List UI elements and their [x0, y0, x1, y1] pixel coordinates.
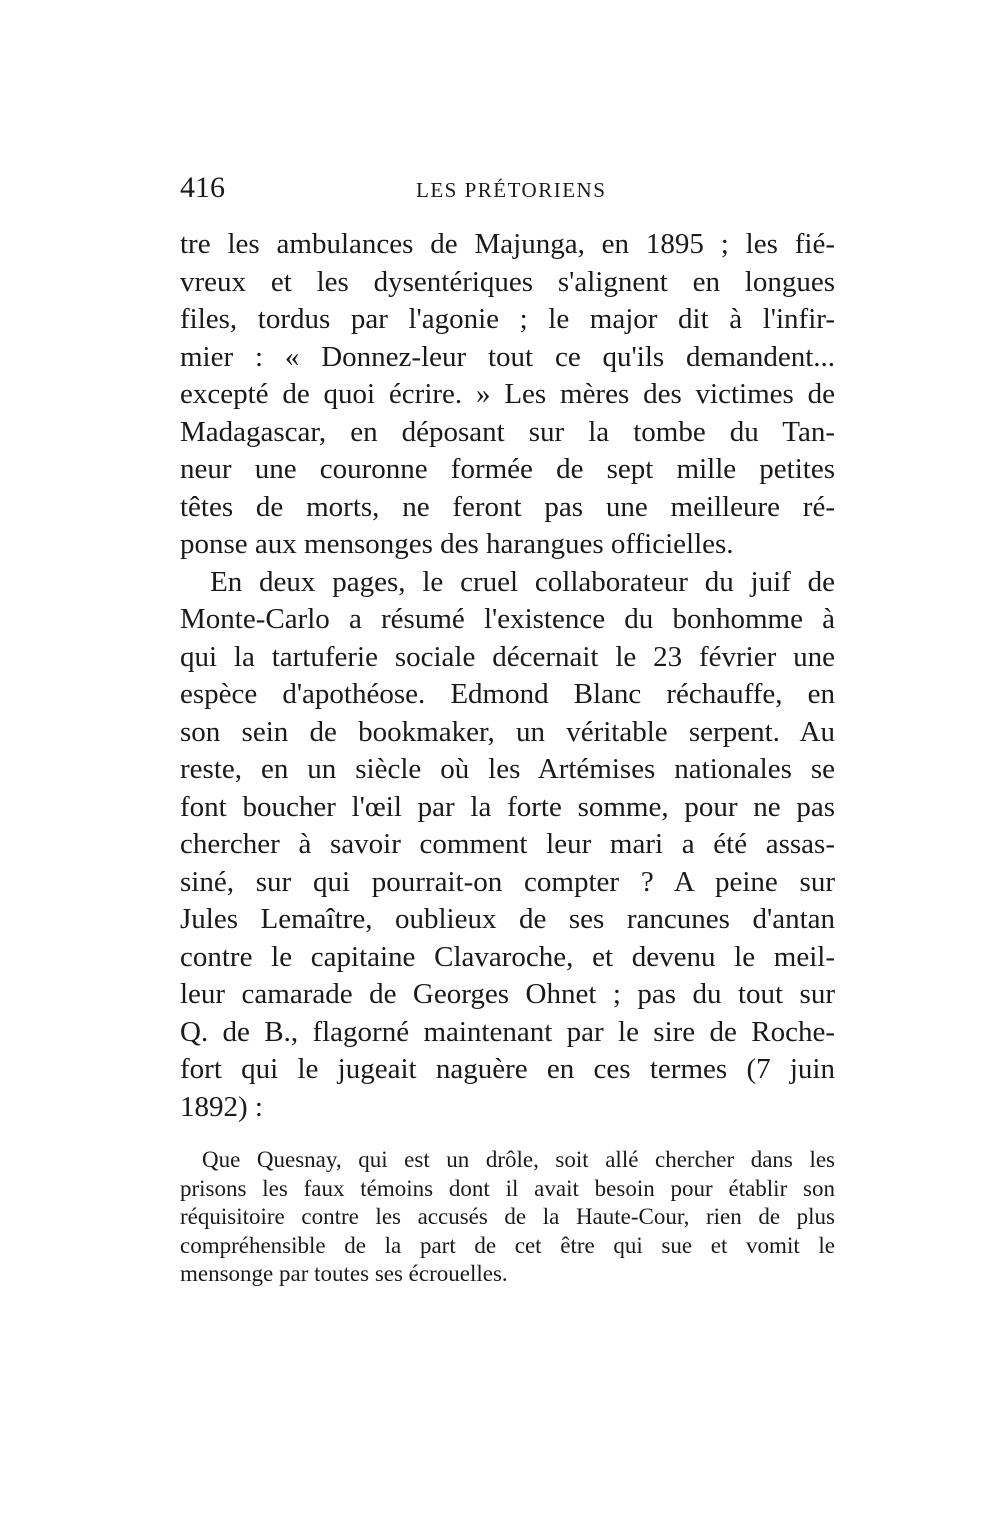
body-text — [180, 226, 835, 1126]
text-line: 1892) : — [180, 1090, 263, 1123]
text-line: excepté de quoi écrire. » Les mères des victimes de — [180, 378, 835, 410]
text-line: font boucher l'œil par la forte somme, pour ne pas — [180, 790, 835, 823]
text-line: fort qui le jugeait naguère en ces termes (7 juin — [180, 1053, 835, 1085]
text-line: Q. de B., flagorné maintenant par le sire de Roche- — [180, 1015, 835, 1048]
text-line: espèce d'apothéose. Edmond Blanc réchauffe, en — [180, 678, 835, 710]
quote-line: compréhensible de la part de cet être qui sue et vomit le — [180, 1232, 835, 1258]
page-header — [180, 168, 835, 208]
text-line: chercher à savoir comment leur mari a été assas- — [180, 828, 835, 860]
text-line: siné, sur qui pourrait-on compter ? A peine sur — [180, 865, 835, 898]
quote-line: prisons les faux témoins dont il avait besoin pour établir son — [180, 1175, 835, 1201]
text-line: mier : « Donnez-leur tout ce qu'ils demandent... — [180, 340, 835, 373]
text-line: reste, en un siècle où les Artémises nationales se — [180, 753, 835, 785]
quote-line: réquisitoire contre les accusés de la Haute-Cour, rien de plus — [180, 1204, 835, 1229]
text-line: ponse aux mensonges des harangues officielles. — [180, 528, 734, 560]
text-line: son sein de bookmaker, un véritable serpent. Au — [180, 715, 835, 748]
text-line: tre les ambulances de Majunga, en 1895 ; les fié- — [180, 228, 835, 260]
text-line: qui la tartuferie sociale décernait le 23 février une — [180, 640, 835, 673]
text-line: vreux et les dysentériques s'alignent en longues — [180, 265, 835, 298]
text-line: files, tordus par l'agonie ; le major dit à l'infir- — [180, 303, 835, 335]
text-line: En deux pages, le cruel collaborateur du juif de — [210, 565, 835, 598]
page-number: 416 — [180, 171, 225, 204]
text-line: Monte-Carlo a résumé l'existence du bonhomme à — [180, 603, 835, 635]
quote-line: mensonge par toutes ses écrouelles. — [180, 1261, 508, 1286]
running-title: LES PRÉTORIENS — [416, 178, 607, 202]
text-line: Jules Lemaître, oublieux de ses rancunes d'antan — [180, 903, 835, 935]
text-line: contre le capitaine Clavaroche, et devenu le meil- — [180, 940, 835, 973]
text-line: leur camarade de Georges Ohnet ; pas du tout sur — [180, 978, 835, 1010]
text-line: neur une couronne formée de sept mille petites — [180, 453, 835, 485]
block-quote — [180, 1146, 835, 1289]
quote-line: Que Quesnay, qui est un drôle, soit allé chercher dans les — [202, 1147, 835, 1172]
text-line: Madagascar, en déposant sur la tombe du Tan- — [180, 415, 835, 448]
text-line: têtes de morts, ne feront pas une meilleure ré- — [180, 490, 835, 523]
